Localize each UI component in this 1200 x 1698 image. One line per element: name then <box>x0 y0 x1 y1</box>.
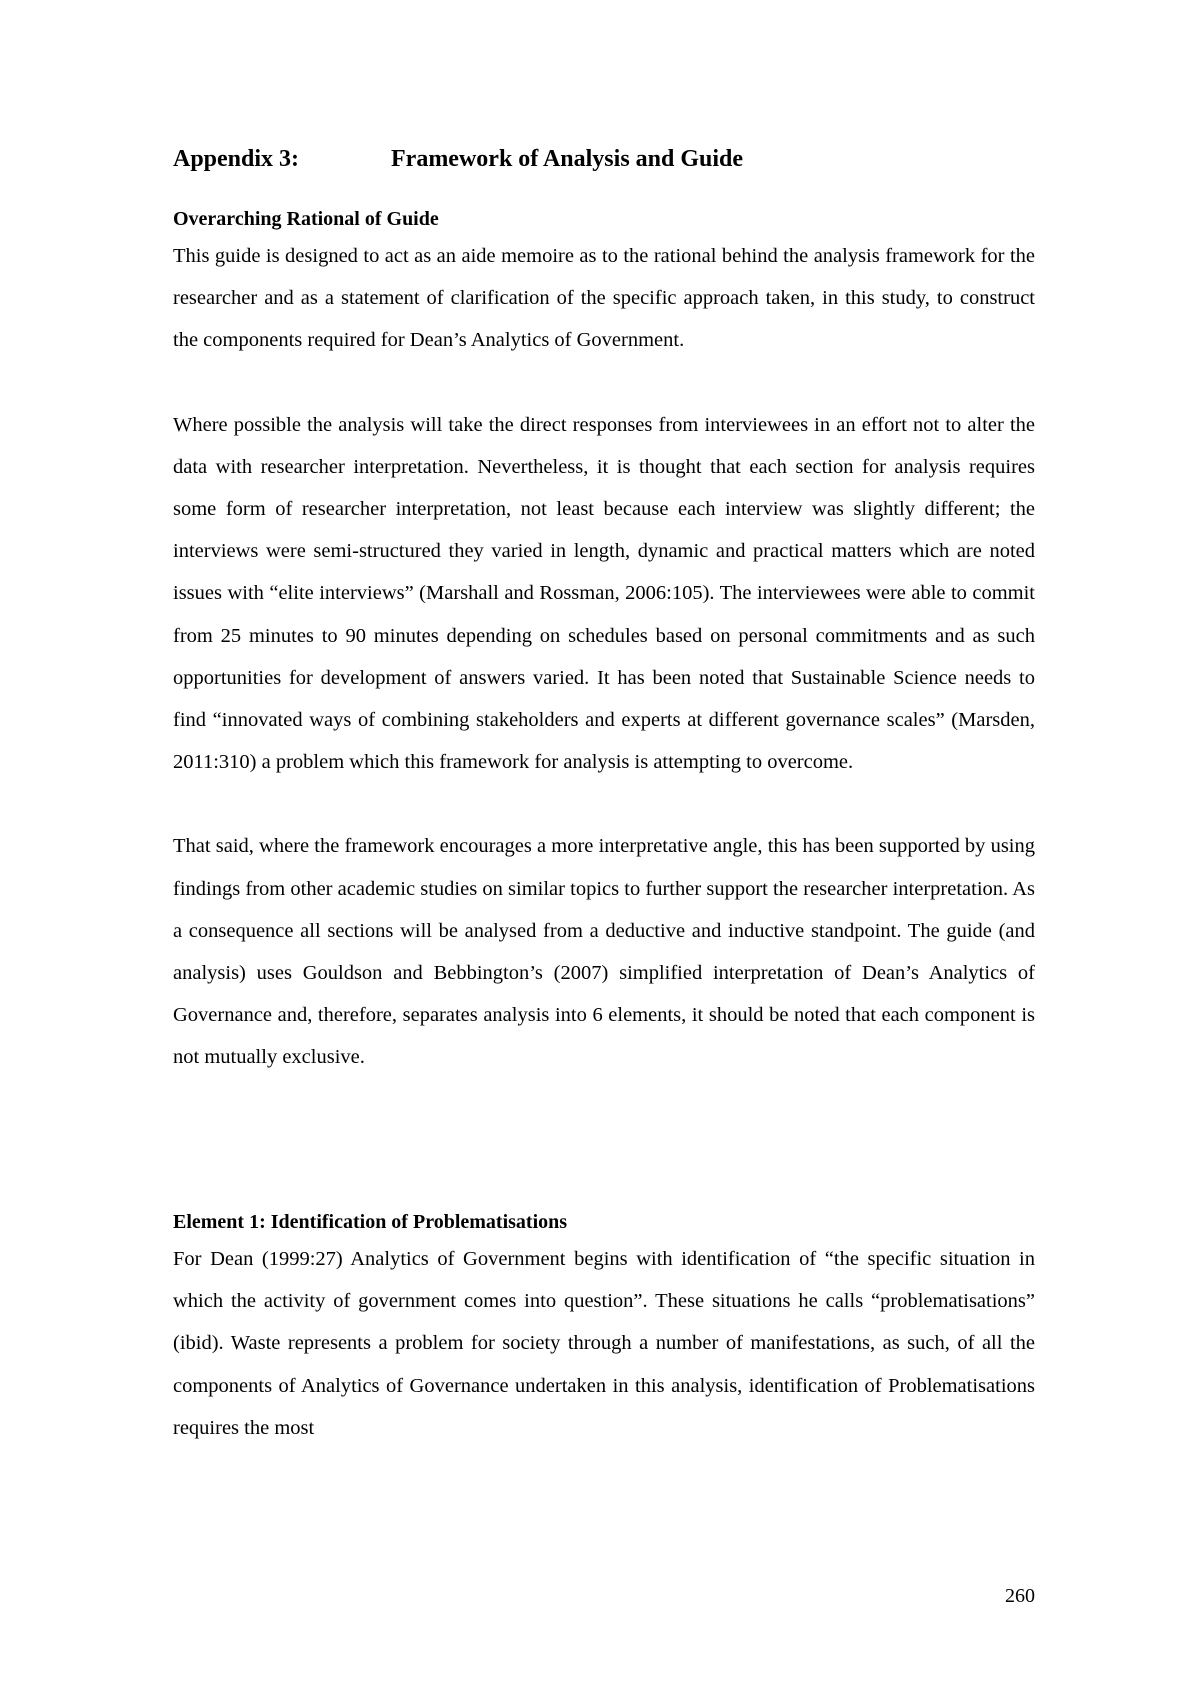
section-heading: Element 1: Identification of Problematisations <box>173 1211 568 1233</box>
document-page <box>173 0 1035 1698</box>
paragraph: This guide is designed to act as an aide memoire as to the rational behind the analysis framework for the researcher and as a statement of clarification of the specific approach taken, in this study, to construct the components required for Dean’s Analytics of Government. <box>173 245 1035 352</box>
paragraph: Where possible the analysis will take the direct responses from interviewees in an effort not to alter the data with researcher interpretation. Nevertheless, it is thought that each section for analysis requires some form of researcher interpretation, not least because each interview was slightly different; the interviews were semi-structured they varied in length, dynamic and practical matters which are noted issues with “elite interviews” (Marshall and Rossman, 2006:105). The interviewees were able to commit from 25 minutes to 90 minutes depending on schedules based on personal commitments and as such opportunities for development of answers varied. It has been noted that Sustainable Science needs to find “innovated ways of combining stakeholders and experts at different governance scales” (Marsden, 2011:310) a problem which this framework for analysis is attempting to overcome. <box>173 413 1035 774</box>
paragraph-spacer <box>173 362 1035 404</box>
section-heading: Overarching Rational of Guide <box>173 208 439 230</box>
paragraph: For Dean (1999:27) Analytics of Government begins with identification of “the specific situation in which the activity of government comes into question”. These situations he calls “problematisations” (ibid). Waste represents a problem for society through a number of manifestations, as such, of all the components of Analytics of Governance undertaken in this analysis, identification of Problematisations requires the most <box>173 1248 1035 1439</box>
appendix-number: Appendix 3: <box>173 146 300 172</box>
page-number: 260 <box>1005 1585 1035 1607</box>
paragraph-spacer <box>173 783 1035 825</box>
appendix-title <box>173 146 743 173</box>
appendix-title-text: Framework of Analysis and Guide <box>391 146 744 172</box>
section-element-1 <box>173 1208 1035 1449</box>
paragraph: That said, where the framework encourages a more interpretative angle, this has been supported by using findings from other academic studies on similar topics to further support the researcher interpretation. As a consequence all sections will be analysed from a deductive and inductive standpoint. The guide (and analysis) uses Gouldson and Bebbington’s (2007) simplified interpretation of Dean’s Analytics of Governance and, therefore, separates analysis into 6 elements, it should be noted that each component is not mutually exclusive. <box>173 835 1035 1069</box>
section-overarching-rational <box>173 205 1035 1079</box>
